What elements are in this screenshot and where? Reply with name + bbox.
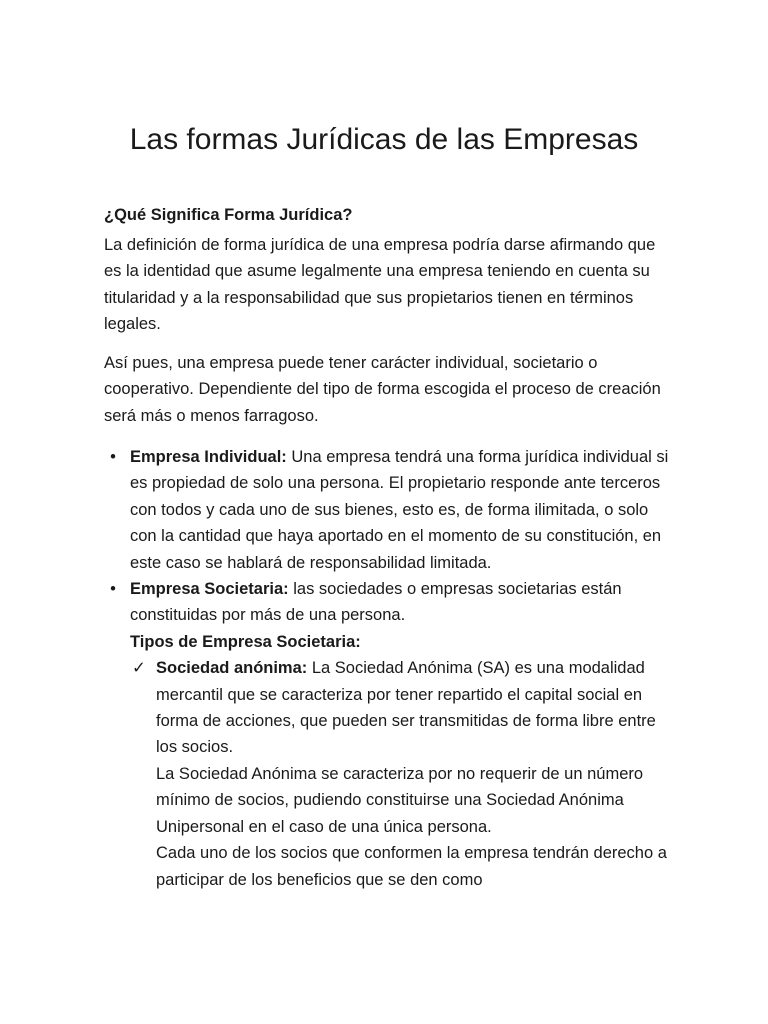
check-term: Sociedad anónima: — [156, 659, 308, 678]
checkmark-icon: ✓ — [132, 659, 146, 678]
check-text-3: Cada uno de los socios que conformen la empresa tendrán derecho a participar de los beneficios que se den como — [156, 844, 667, 889]
document-title: Las formas Jurídicas de las Empresas — [129, 123, 639, 156]
bullet-term: Empresa Individual: — [130, 448, 287, 466]
sub-heading: Tipos de Empresa Societaria: — [130, 632, 361, 651]
list-item-sociedad-anonima — [130, 655, 674, 893]
bullet-text: Una empresa tendrá una forma jurídica individual si es propiedad de solo una persona. El propietario responde ante terceros con todos y cada uno de sus bienes, esto es, de forma ilimitada, o solo con la cantidad que haya aportado en el momento de su constitución, en este caso se hablará de responsabilidad limitada. — [130, 448, 669, 572]
list-item-societaria — [104, 576, 674, 893]
list-item-individual — [104, 444, 674, 576]
bullet-icon: • — [110, 580, 116, 599]
section-heading: ¿Qué Significa Forma Jurídica? — [104, 206, 353, 224]
societaria-types-list — [130, 655, 674, 893]
bullet-text: las sociedades o empresas societarias están constituidas por más de una persona. — [130, 580, 622, 625]
bullet-term: Empresa Societaria: — [130, 580, 289, 599]
paragraph-character: Así pues, una empresa puede tener carácter individual, societario o cooperativo. Dependiente del tipo de forma escogida el proceso de creación será más o menos farragoso. — [104, 354, 661, 425]
paragraph-definition: La definición de forma jurídica de una empresa podría darse afirmando que es la identidad que asume legalmente una empresa teniendo en cuenta su titularidad y a la responsabilidad que sus propietarios tienen en términos legales. — [104, 236, 656, 334]
bullet-icon: • — [110, 448, 116, 466]
company-types-list — [104, 444, 674, 893]
check-text-2: La Sociedad Anónima se caracteriza por no requerir de un número mínimo de socios, pudiendo constituirse una Sociedad Anónima Unipersonal en el caso de una única persona. — [156, 764, 644, 836]
check-text: La Sociedad Anónima (SA) es una modalidad mercantil que se caracteriza por tener repartido el capital social en forma de acciones, que pueden ser transmitidas de forma libre entre los socios. — [156, 659, 656, 757]
